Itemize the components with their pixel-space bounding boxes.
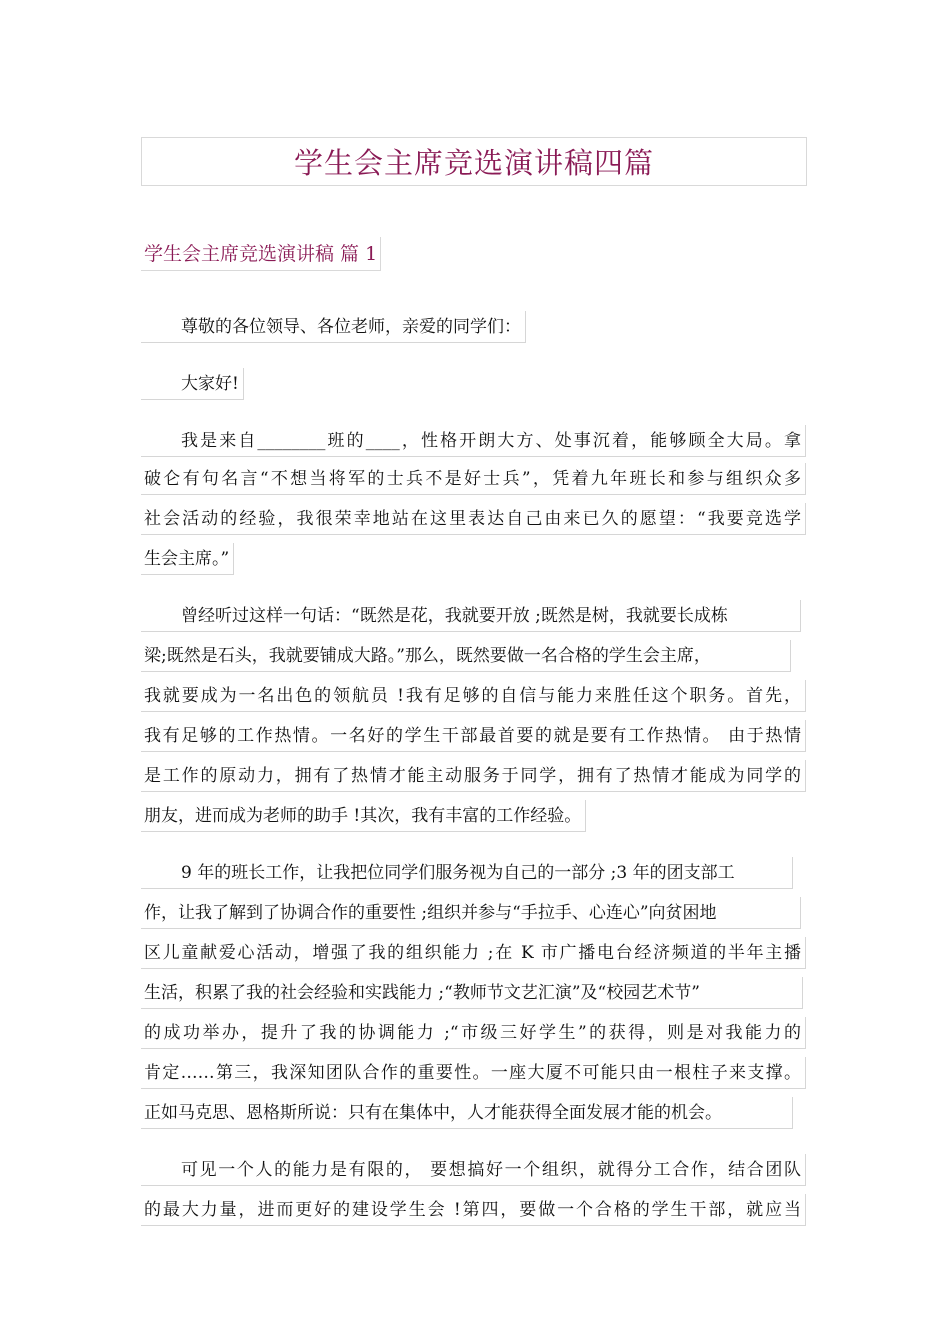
text-line: 的成功举办，提升了我的协调能力 ;“市级三好学生”的获得，则是对我能力的 <box>141 1017 806 1049</box>
text-line: 大家好! <box>141 368 244 400</box>
document-title-box <box>141 137 807 186</box>
text-line: 梁;既然是石头，我就要铺成大路。”那么，既然要做一名合格的学生会主席， <box>141 640 791 672</box>
text-line: 社会活动的经验，我很荣幸地站在这里表达自己由来已久的愿望：“我要竞选学 <box>141 503 806 535</box>
text-line: 尊敬的各位领导、各位老师，亲爱的同学们： <box>141 311 526 343</box>
text-line: 区儿童献爱心活动，增强了我的组织能力 ;在 K 市广播电台经济频道的半年主播 <box>141 937 806 969</box>
text-line: 破仑有句名言“不想当将军的士兵不是好士兵”，凭着九年班长和参与组织众多 <box>141 463 806 495</box>
text-line: 作，让我了解到了协调合作的重要性 ;组织并参与“手拉手、心连心”向贫困地 <box>141 897 801 929</box>
text-line: 生活，积累了我的社会经验和实践能力 ;“教师节文艺汇演”及“校园艺术节” <box>141 977 803 1009</box>
text-line: 我是来自________班的____，性格开朗大方、处事沉着，能够顾全大局。拿 <box>141 425 806 457</box>
text-line: 肯定……第三，我深知团队合作的重要性。一座大厦不可能只由一根柱子来支撑。 <box>141 1057 806 1089</box>
text-line: 可见一个人的能力是有限的， 要想搞好一个组织，就得分工合作，结合团队 <box>141 1154 806 1186</box>
text-line: 我就要成为一名出色的领航员 !我有足够的自信与能力来胜任这个职务。首先， <box>141 680 806 712</box>
text-line: 9 年的班长工作，让我把位同学们服务视为自己的一部分 ;3 年的团支部工 <box>141 857 793 889</box>
text-line: 正如马克思、恩格斯所说：只有在集体中，人才能获得全面发展才能的机会。 <box>141 1097 793 1129</box>
text-line: 的最大力量，进而更好的建设学生会 !第四，要做一个合格的学生干部，就应当 <box>141 1194 806 1226</box>
text-line: 朋友，进而成为老师的助手 !其次，我有丰富的工作经验。 <box>141 800 586 832</box>
text-line: 我有足够的工作热情。一名好的学生干部最首要的就是要有工作热情。 由于热情 <box>141 720 806 752</box>
section-heading: 学生会主席竞选演讲稿 篇 1 <box>141 237 381 271</box>
text-line: 是工作的原动力，拥有了热情才能主动服务于同学，拥有了热情才能成为同学的 <box>141 760 806 792</box>
text-line: 生会主席。” <box>141 543 234 575</box>
document-title: 学生会主席竞选演讲稿四篇 <box>293 146 654 180</box>
text-line: 曾经听过这样一句话：“既然是花，我就要开放 ;既然是树，我就要长成栋 <box>141 600 801 632</box>
